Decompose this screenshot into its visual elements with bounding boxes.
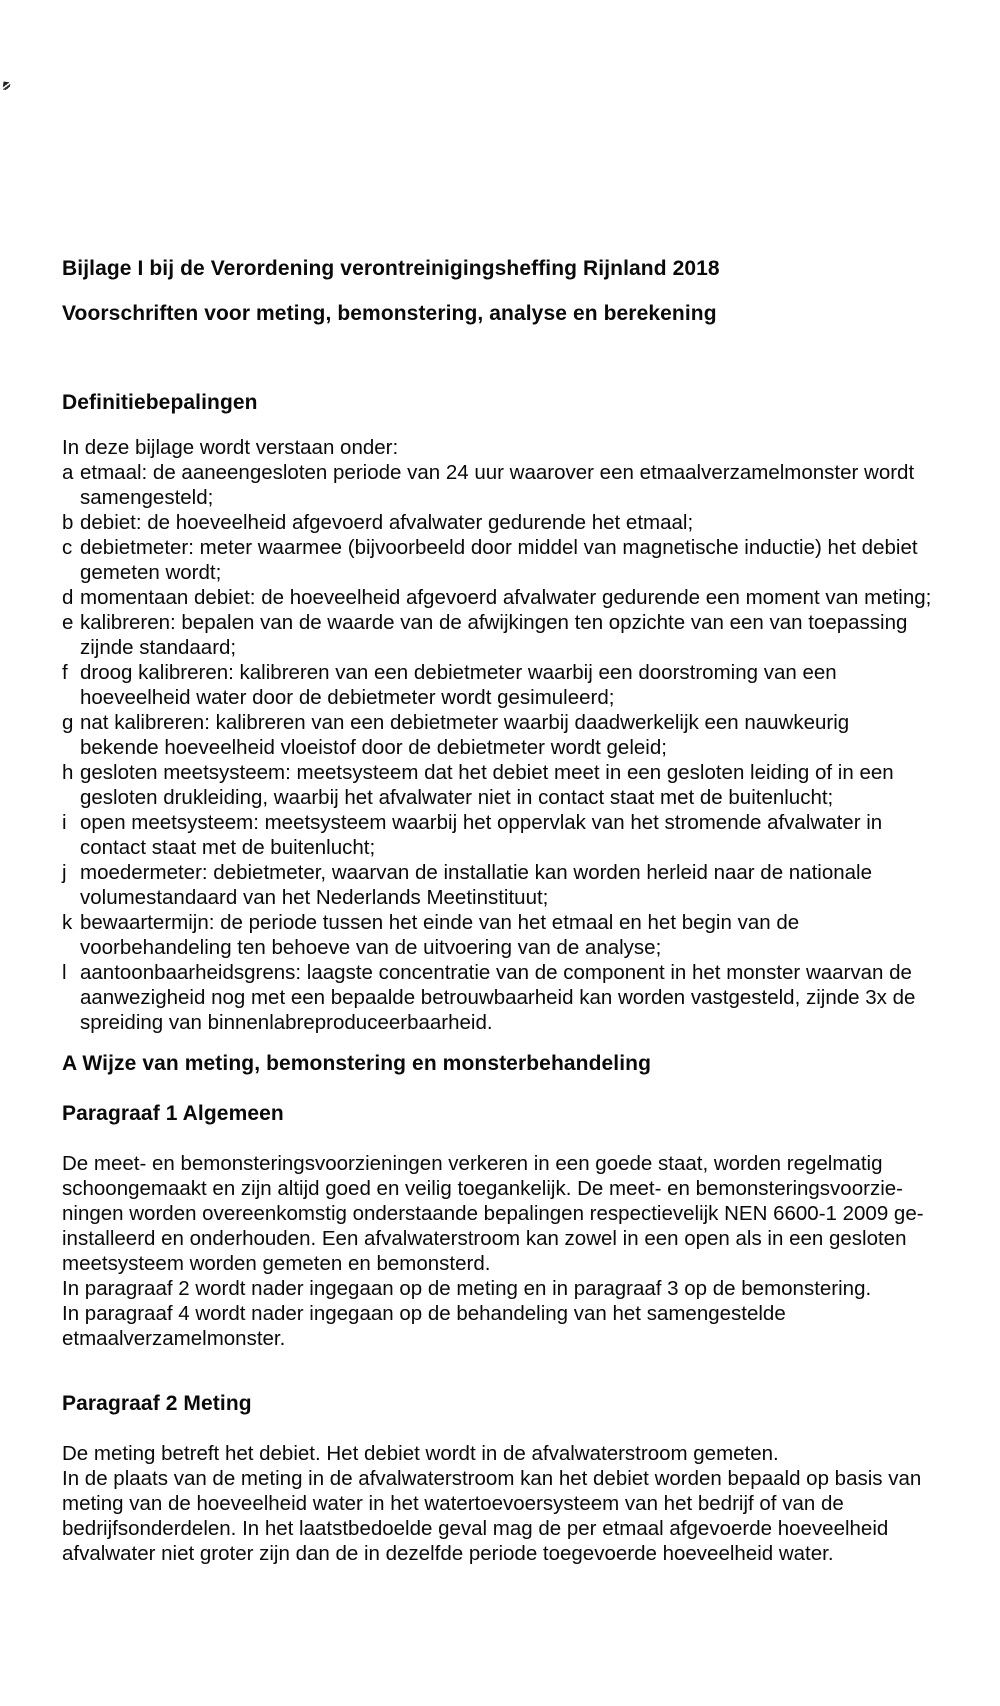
definition-text: [80, 760, 986, 810]
definition-line: zijnde standaard;: [80, 636, 237, 659]
definition-line: voorbehandeling ten behoeve van de uitvoering van de analyse;: [80, 936, 662, 959]
paragraph-line: In paragraaf 2 wordt nader ingegaan op de meting en in paragraaf 3 op de bemonstering.: [62, 1277, 872, 1300]
scan-artifact-speck: [2, 82, 10, 91]
definition-text: [80, 810, 986, 860]
definition-line: gemeten wordt;: [80, 561, 222, 584]
definition-line: samengesteld;: [80, 486, 214, 509]
definition-item-a: [62, 460, 986, 510]
definition-item-l: [62, 960, 986, 1035]
definition-letter: k: [62, 911, 73, 934]
definition-text: [80, 585, 986, 610]
definition-text: [80, 510, 986, 535]
paragraph-line: bedrijfsonderdelen. In het laatstbedoelde geval mag de per etmaal afgevoerde hoeveelheid: [62, 1517, 889, 1540]
definition-line: spreiding van binnenlabreproduceerbaarheid.: [80, 1011, 493, 1034]
definition-item-i: [62, 810, 986, 860]
definition-line: etmaal: de aaneengesloten periode van 24 uur waarover een etmaalverzamelmonster wordt: [80, 461, 915, 484]
paragraph-line: De meet- en bemonsteringsvoorzieningen verkeren in een goede staat, worden regelmatig: [62, 1152, 883, 1175]
definition-text: [80, 660, 986, 710]
paragraph-1-body: [62, 1151, 986, 1351]
definition-letter: j: [62, 861, 67, 884]
page-content: [62, 0, 986, 1566]
definition-line: debietmeter: meter waarmee (bijvoorbeeld door middel van magnetische inductie) het debiet: [80, 536, 918, 559]
definition-letter: i: [62, 811, 67, 834]
paragraph-1-heading: Paragraaf 1 Algemeen: [62, 1102, 284, 1125]
definition-line: gesloten drukleiding, waarbij het afvalwater niet in contact staat met de buitenlucht;: [80, 786, 834, 809]
paragraph-line: etmaalverzamelmonster.: [62, 1327, 286, 1350]
paragraph-2-body: [62, 1441, 986, 1566]
paragraph-line: afvalwater niet groter zijn dan de in dezelfde periode toegevoerde hoeveelheid water.: [62, 1542, 834, 1565]
definition-line: contact staat met de buitenlucht;: [80, 836, 376, 859]
definitions-heading: Definitiebepalingen: [62, 391, 258, 414]
definitions-list: [62, 460, 986, 1035]
definition-line: kalibreren: bepalen van de waarde van de afwijkingen ten opzichte van een van toepassing: [80, 611, 908, 634]
definition-letter: c: [62, 536, 73, 559]
section-a-heading: A Wijze van meting, bemonstering en monsterbehandeling: [62, 1052, 652, 1075]
paragraph-line: meetsysteem worden gemeten en bemonsterd.: [62, 1252, 491, 1275]
paragraph-line: schoongemaakt en zijn altijd goed en veilig toegankelijk. De meet- en bemonsteringsvoorzie-: [62, 1177, 903, 1200]
definition-text: [80, 860, 986, 910]
document-title: Bijlage I bij de Verordening verontreinigingsheffing Rijnland 2018: [62, 257, 720, 280]
definition-line: debiet: de hoeveelheid afgevoerd afvalwater gedurende het etmaal;: [80, 511, 694, 534]
paragraph-line: ningen worden overeenkomstig onderstaande bepalingen respectievelijk NEN 6600-1 2009 ge-: [62, 1202, 924, 1225]
definition-text: [80, 710, 986, 760]
definition-text: [80, 910, 986, 960]
definition-letter: a: [62, 461, 74, 484]
definition-item-f: [62, 660, 986, 710]
definition-item-k: [62, 910, 986, 960]
definition-item-c: [62, 535, 986, 585]
document-subtitle: Voorschriften voor meting, bemonstering, analyse en berekening: [62, 302, 717, 325]
definition-line: volumestandaard van het Nederlands Meetinstituut;: [80, 886, 549, 909]
definition-line: aanwezigheid nog met een bepaalde betrouwbaarheid kan worden vastgesteld, zijnde 3x de: [80, 986, 916, 1009]
definition-line: moedermeter: debietmeter, waarvan de installatie kan worden herleid naar de nationale: [80, 861, 873, 884]
definition-text: [80, 535, 986, 585]
paragraph-line: meting van de hoeveelheid water in het watertoevoersysteem van het bedrijf of van de: [62, 1492, 844, 1515]
definition-line: open meetsysteem: meetsysteem waarbij het oppervlak van het stromende afvalwater in: [80, 811, 883, 834]
definition-line: hoeveelheid water door de debietmeter wordt gesimuleerd;: [80, 686, 615, 709]
definition-text: [80, 960, 986, 1035]
paragraph-line: In paragraaf 4 wordt nader ingegaan op de behandeling van het samengestelde: [62, 1302, 786, 1325]
definition-item-j: [62, 860, 986, 910]
definition-line: droog kalibreren: kalibreren van een debietmeter waarbij een doorstroming van een: [80, 661, 837, 684]
definition-letter: e: [62, 611, 74, 634]
definition-text: [80, 460, 986, 510]
paragraph-line: installeerd en onderhouden. Een afvalwaterstroom kan zowel in een open als in een gesloten: [62, 1227, 907, 1250]
definition-line: gesloten meetsysteem: meetsysteem dat het debiet meet in een gesloten leiding of in een: [80, 761, 894, 784]
definition-letter: l: [62, 961, 67, 984]
definition-letter: f: [62, 661, 68, 684]
paragraph-line: De meting betreft het debiet. Het debiet wordt in de afvalwaterstroom gemeten.: [62, 1442, 779, 1465]
definition-item-b: [62, 510, 986, 535]
paragraph-2-heading: Paragraaf 2 Meting: [62, 1392, 252, 1415]
definitions-intro: In deze bijlage wordt verstaan onder:: [62, 436, 399, 459]
definition-letter: g: [62, 711, 74, 734]
definition-letter: d: [62, 586, 74, 609]
definition-item-g: [62, 710, 986, 760]
definition-line: momentaan debiet: de hoeveelheid afgevoerd afvalwater gedurende een moment van meting;: [80, 586, 932, 609]
definition-line: aantoonbaarheidsgrens: laagste concentratie van de component in het monster waarvan de: [80, 961, 912, 984]
paragraph-line: In de plaats van de meting in de afvalwaterstroom kan het debiet worden bepaald op basis van: [62, 1467, 922, 1490]
definition-letter: b: [62, 511, 74, 534]
definition-text: [80, 610, 986, 660]
definition-line: nat kalibreren: kalibreren van een debietmeter waarbij daadwerkelijk een nauwkeurig: [80, 711, 850, 734]
definition-item-e: [62, 610, 986, 660]
definition-line: bewaartermijn: de periode tussen het einde van het etmaal en het begin van de: [80, 911, 800, 934]
definition-item-d: [62, 585, 986, 610]
definition-line: bekende hoeveelheid vloeistof door de debietmeter wordt geleid;: [80, 736, 667, 759]
definition-item-h: [62, 760, 986, 810]
definition-letter: h: [62, 761, 74, 784]
